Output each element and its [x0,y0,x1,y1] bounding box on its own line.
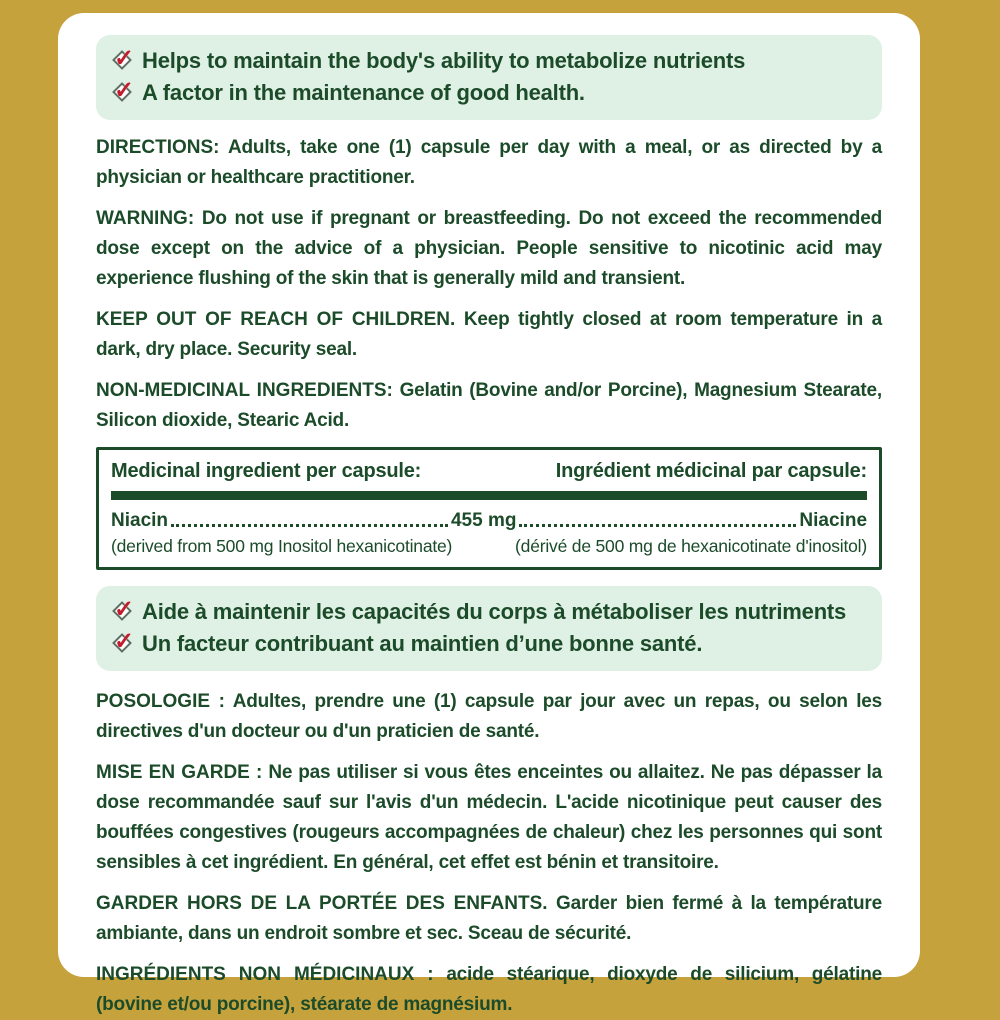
claim-en-2-text: A factor in the maintenance of good health. [142,80,585,105]
section-directions [96,133,882,193]
posologie-text: Adultes, prendre une (1) capsule par jour avec un repas, ou selon les directives d'un docteur ou d'un praticien de santé. [96,691,883,742]
claim-en-2 [106,77,866,108]
medicinal-ingredient-table [96,447,882,570]
ingredient-amount: 455 mg [450,510,517,531]
claim-fr-2-text: Un facteur contribuant au maintien d’une bonne santé. [142,631,703,656]
checkmark-icon [112,628,134,655]
dotted-leader [171,524,448,527]
ingredient-row [109,510,869,532]
claims-fr-band [96,586,882,671]
claim-en-1 [106,45,866,76]
check-glyph: ✓ [114,45,134,72]
ingredients-label: INGRÉDIENTS NON MÉDICINAUX : [96,964,434,985]
check-glyph: ✓ [114,628,134,655]
warning-label: WARNING: [96,208,195,229]
table-divider-bar [111,491,867,500]
table-header-en: Medicinal ingredient per capsule: [111,460,422,482]
table-header [109,458,869,491]
keep-out-label: KEEP OUT OF REACH OF CHILDREN. [96,309,456,330]
checkmark-icon [112,45,134,72]
section-warning [96,204,882,294]
directions-text: Adults, take one (1) capsule per day with a meal, or as directed by a physician or healthcare practitioner. [96,137,882,188]
ingredient-note-fr: (dérivé de 500 mg de hexanicotinate d'inositol) [515,536,867,556]
claim-en-1-text: Helps to maintain the body's ability to metabolize nutrients [142,48,746,73]
claim-fr-1-text: Aide à maintenir les capacités du corps à métaboliser les nutriments [142,599,847,624]
mise-en-garde-label: MISE EN GARDE : [96,762,263,783]
ingredient-notes [109,532,869,557]
table-header-fr: Ingrédient médicinal par capsule: [555,460,867,482]
non-medicinal-text: Gelatin (Bovine and/or Porcine), Magnesium Stearate, Silicon dioxide, Stearic Acid. [96,380,882,431]
check-glyph: ✓ [114,596,134,623]
keep-out-text: Keep tightly closed at room temperature in a dark, dry place. Security seal. [96,309,882,360]
claims-en-band [96,35,882,120]
section-garder [96,889,882,949]
warning-text: Do not use if pregnant or breastfeeding. Do not exceed the recommended dose except on the advice of a physician. People sensitive to nicotinic acid may experience flushing of the skin that is generally mild and transient. [96,208,882,289]
non-medicinal-label: NON-MEDICINAL INGREDIENTS: [96,380,393,401]
section-mise-en-garde [96,758,882,878]
section-ingredients-non-medicinaux [96,960,882,1020]
directions-label: DIRECTIONS: [96,137,220,158]
mise-en-garde-text: Ne pas utiliser si vous êtes enceintes ou allaitez. Ne pas dépasser la dose recommandée sauf sur l'avis d'un médecin. L'acide nicotinique peut causer des bouffées congestives (rougeurs accompagnées de chaleur) chez les personnes qui sont sensibles à cet ingrédient. En général, cet effet est bénin et transitoire. [96,762,882,873]
ingredients-text: acide stéarique, dioxyde de silicium, gélatine (bovine et/ou porcine), stéarate de magnésium. [96,964,882,1015]
section-keep-out [96,305,882,365]
garder-label: GARDER HORS DE LA PORTÉE DES ENFANTS. [96,893,548,914]
garder-text: Garder bien fermé à la température ambiante, dans un endroit sombre et sec. Sceau de sécurité. [96,893,882,944]
ingredient-name-en: Niacin [111,510,169,531]
claim-fr-2 [106,628,866,659]
claim-fr-1 [106,596,866,627]
posologie-label: POSOLOGIE : [96,691,225,712]
checkmark-icon [112,596,134,623]
label-card [58,13,920,1015]
ingredient-note-en: (derived from 500 mg Inositol hexanicotinate) [111,536,453,556]
dotted-leader [519,524,796,527]
check-glyph: ✓ [114,77,134,104]
checkmark-icon [112,77,134,104]
section-non-medicinal [96,376,882,436]
section-posologie [96,687,882,747]
ingredient-name-fr: Niacine [799,510,868,531]
